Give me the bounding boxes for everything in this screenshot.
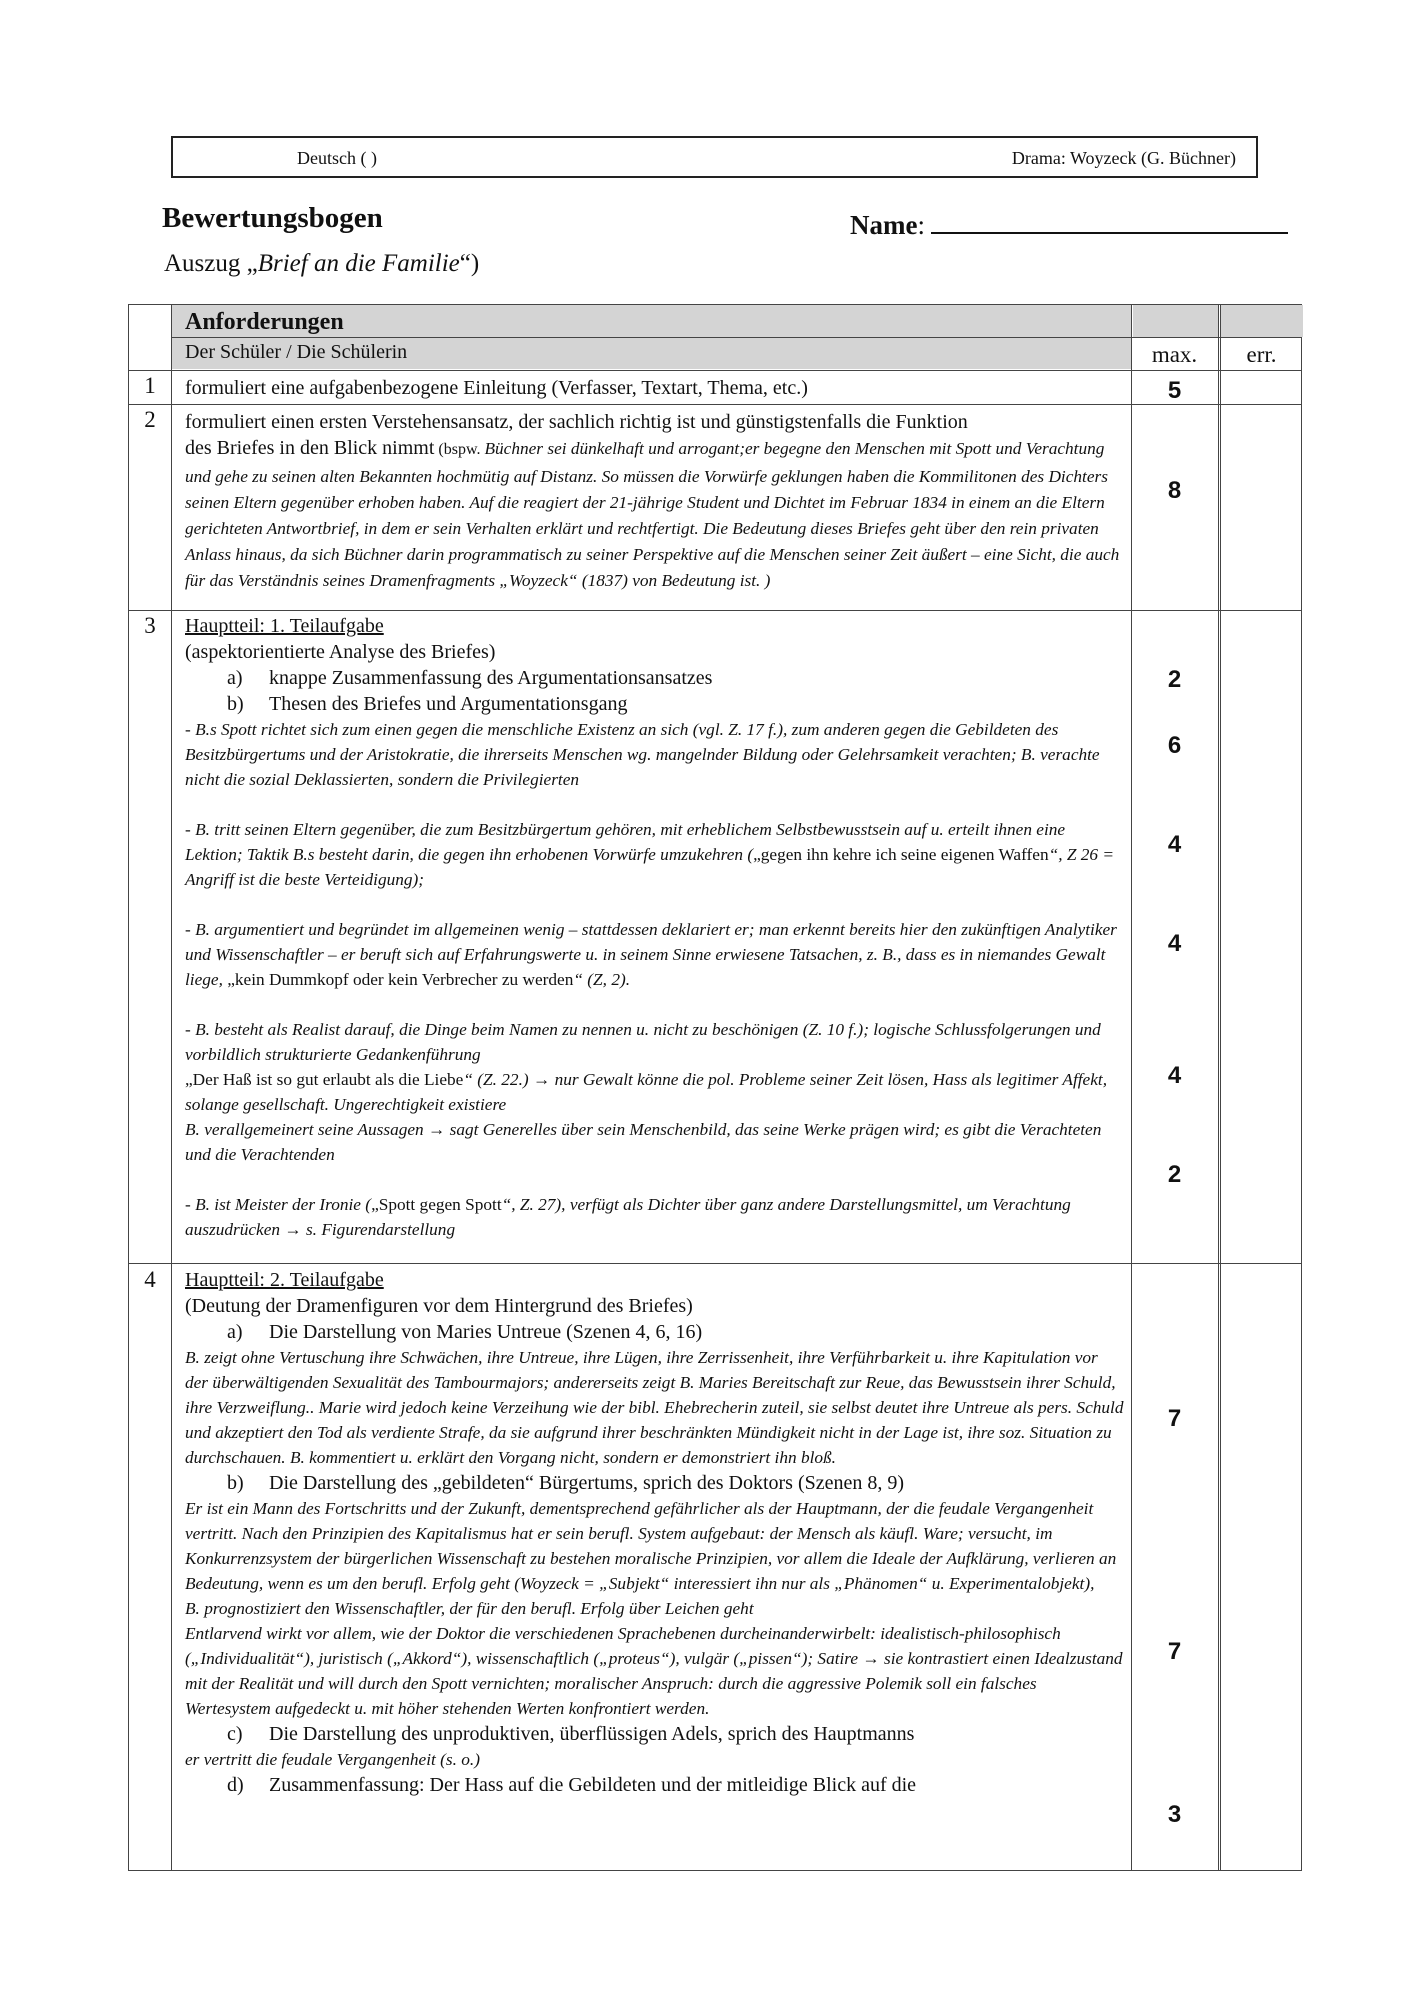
header-err: err. — [1246, 342, 1277, 367]
max-points: 7 — [1167, 1405, 1182, 1432]
row-number: 3 — [144, 613, 156, 638]
arrow-icon: → — [428, 1120, 446, 1139]
row-text: formuliert einen ersten Verstehensansatz, der sachlich richtig ist und günstigstenfalls die Funktion des Briefes in den Blick nimmt (bspw. Büchner sei dünkelhaft und arrogant;er begegne den Menschen mit Spott und Verachtung und gehe zu seinen alten Bekannten hochmütig auf Distanz. So müssen die Vorwürfe geklungen haben die Kommilitonen des Dichters seinen Eltern gegenüber erhoben haben. Auf die reagiert der 21-jährige Student und Dichtet im Februar 1834 in einem an die Eltern gerichteten Antwortbrief, in dem er sein Verhalten erklärt und rechtfertigt. Die Bedeutung dieses Briefes geht über den rein privaten Anlass hinaus, da sich Büchner darin programmatisch zu seiner Perspektive auf die Menschen seiner Zeit äußert – eine Sicht, die auch für das Verständnis seines Dramenfragments „Woyzeck“ (1837) von Bedeutung ist. ) — [185, 411, 1120, 590]
max-points: 5 — [1167, 377, 1182, 404]
header-max: max. — [1151, 342, 1198, 367]
grading-table — [128, 304, 1302, 1871]
header-topic: Drama: Woyzeck (G. Büchner) — [1011, 148, 1236, 168]
max-points: 6 — [1167, 732, 1182, 759]
row-text: Hauptteil: 2. Teilaufgabe (Deutung der Dramenfiguren vor dem Hintergrund des Briefes) a) Die Darstellung von Maries Untreue (Szenen 4, 6, 16) B. zeigt ohne Vertuschung ihre Schwächen, ihre Untreue, ihre Lügen, ihre Zerrissenheit, ihre Verführbarkeit u. ihre Kapitulation vor der überwältigenden Sexualität des Tambourmajors; andererseits zeigt B. Maries Bereitschaft zur Reue, das Bewusstsein ihrer Schuld, ihre Verzweiflung.. Marie wird jedoch keine Verzeihung wie der bibl. Ehebrecherin zuteil, sie selbst deutet ihre Untreue als pers. Schuld und akzeptiert den Tod als verdiente Strafe, da sie aufgrund ihrer beschränkten Mündigkeit nicht in der Lage ist, ihre soz. Situation zu durchschauen. B. kommentiert u. erklärt den Vorgang nicht, sondern er demonstriert ihn bloß. b) Die Darstellung des „gebildeten“ Bürgertums, sprich des Doktors (Szenen 8, 9) Er ist ein Mann des Fortschritts und der Zukunft, dementsprechend gefährlicher als der Hauptmann, der die feudale Vergangenheit vertritt. Nach den Prinzipien des Kapitalismus hat er sein berufl. System aufgebaut: der Mensch als käufl. Ware; versucht, im Konkurrenzsystem der bürgerlichen Wissenschaft zu bestehen moralische Prinzipien, vor allem die Ideale der Aufklärung, verlieren an Bedeutung, wenn es um den berufl. Erfolg geht (Woyzeck = „Subjekt“ interessiert ihn nur als „Phänomen“ u. Experimentalobjekt), B. prognostiziert den Wissenschaftler, der für den berufl. Erfolg über Leichen geht Entlarvend wirkt vor allem, wie der Doktor die verschiedenen Sprachebenen durcheinanderwirbelt: idealistisch-philosophisch („Individualität“), juristisch („Akkord“), wissenschaftlich („proteus“), vulgär („pissen“); Satire → sie kontrastiert einen Idealzustand mit der Realität und will durch den Spott vernichten; moralischer Anspruch: durch die aggressive Polemik soll ein falsches Wertesystem aufgedeckt u. mit höher stehenden Werten konfrontiert werden. c) Die Darstellung des unproduktiven, überflüssigen Adels, sprich des Hauptmanns er vertritt die feudale Vergangenheit (s. o.) d) Zusammenfassung: Der Hass auf die Gebildeten und der mitleidige Blick auf die — [185, 1269, 1124, 1796]
row-number: 4 — [144, 1267, 156, 1292]
row-number: 1 — [144, 373, 156, 398]
max-points: 7 — [1167, 1638, 1182, 1665]
max-points: 8 — [1167, 477, 1182, 504]
max-points: 4 — [1167, 930, 1182, 957]
arrow-icon: → — [284, 1220, 302, 1239]
max-points: 2 — [1167, 1161, 1182, 1188]
max-points: 4 — [1167, 1062, 1182, 1089]
name-field[interactable]: Name: — [850, 210, 1288, 241]
arrow-icon: → — [532, 1070, 551, 1089]
row-number: 2 — [144, 407, 156, 432]
row-text: Hauptteil: 1. Teilaufgabe (aspektorientierte Analyse des Briefes) a) knappe Zusammenfassung des Argumentationsansatzes b) Thesen des Briefes und Argumentationsgang - B.s Spott richtet sich zum einen gegen die menschliche Existenz an sich (vgl. Z. 17 f.), zum anderen gegen die Gebildeten des Besitzbürgertums und der Aristokratie, die ihrerseits Menschen wg. mangelnder Bildung oder Gelehrsamkeit verachten; B. verachte nicht die sozial Deklassierten, sondern die Privilegierten - B. tritt seinen Eltern gegenüber, die zum Besitzbürgertum gehören, mit erheblichem Selbstbewusstsein auf u. erteilt ihnen eine Lektion; Taktik B.s besteht darin, die gegen ihn erhobenen Vorwürfe umzukehren („gegen ihn kehre ich seine eigenen Waffen“, Z 26 = Angriff ist die beste Verteidigung); - B. argumentiert und begründet im allgemeinen wenig – stattdessen deklariert er; man erkennt bereits hier den zukünftigen Analytiker und Wissenschaftler – er beruft sich auf Erfahrungswerte u. in seinem Sinne erwiesene Tatsachen, z. B., dass es in niemandes Gewalt liege, „kein Dummkopf oder kein Verbrecher zu werden“ (Z, 2). - B. besteht als Realist darauf, die Dinge beim Namen zu nennen u. nicht zu beschönigen (Z. 10 f.); logische Schlussfolgerungen und vorbildlich strukturierte Gedankenführung „Der Haß ist so gut erlaubt als die Liebe“ (Z. 22.) → nur Gewalt könne die pol. Probleme seiner Zeit lösen, Hass als legitimer Affekt, solange gesellschaft. Ungerechtigkeit existiere B. verallgemeinert seine Aussagen → sagt Generelles über sein Menschenbild, das seine Werke prägen wird; es gibt die Verachteten und die Verachtenden - B. ist Meister der Ironie („Spott gegen Spott“, Z. 27), verfügt als Dichter über ganz andere Darstellungsmittel, um Verachtung auszudrücken → s. Figurendarstellung — [185, 615, 1117, 1239]
name-line[interactable] — [931, 210, 1288, 234]
header-box — [171, 136, 1258, 178]
max-points: 2 — [1167, 666, 1182, 693]
max-points: 4 — [1167, 831, 1182, 858]
header-requirements: Anforderungen — [185, 309, 344, 335]
header-subject: Deutsch ( ) — [297, 148, 377, 168]
row-text: formuliert eine aufgabenbezogene Einleitung (Verfasser, Textart, Thema, etc.) — [185, 377, 808, 399]
page-title: Bewertungsbogen — [162, 202, 383, 234]
max-points: 3 — [1167, 1801, 1182, 1828]
header-student: Der Schüler / Die Schülerin — [185, 341, 408, 363]
arrow-icon: → — [862, 1649, 880, 1668]
page-subtitle: Auszug „Brief an die Familie“) — [164, 250, 480, 277]
